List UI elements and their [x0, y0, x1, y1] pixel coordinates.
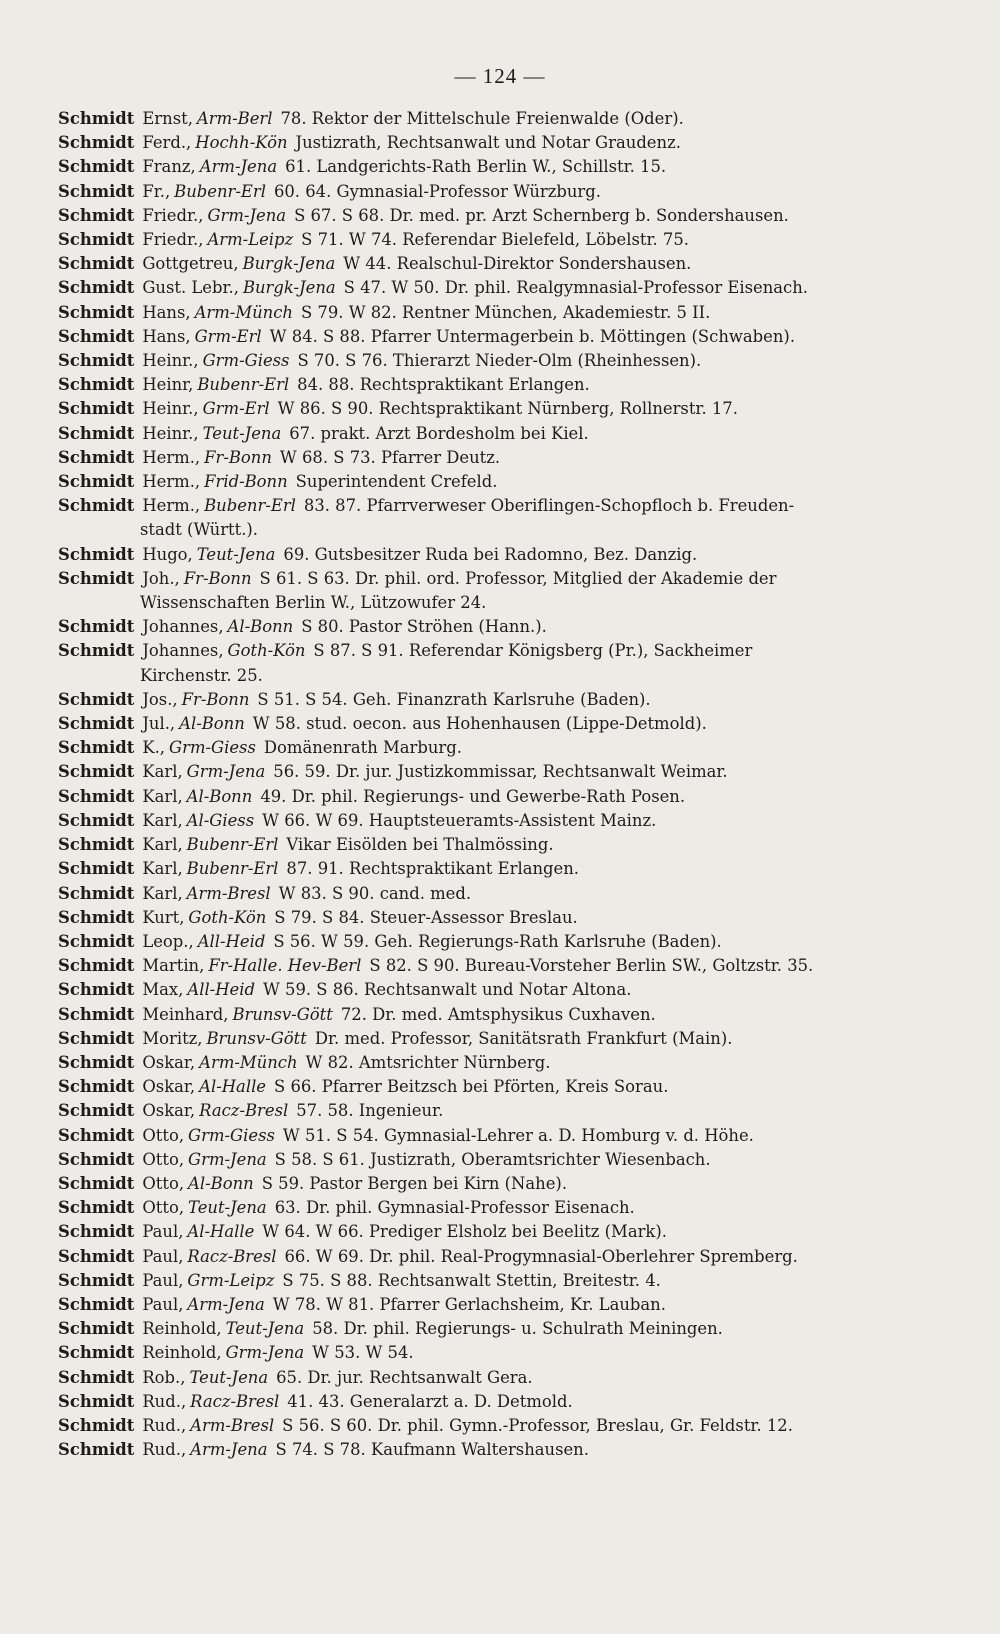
directory-entry — [58, 494, 958, 518]
directory-entry — [58, 543, 958, 567]
given-name: Karl, — [142, 762, 183, 782]
given-name: Herm., — [142, 447, 201, 467]
directory-entry — [58, 906, 958, 930]
given-name: Hans, — [142, 302, 191, 322]
surname: Schmidt — [58, 133, 135, 153]
corps-affiliation: Grm-Giess — [202, 351, 290, 371]
directory-entry — [58, 1220, 958, 1244]
directory-entry — [58, 1075, 958, 1099]
corps-affiliation: Grm-Erl — [194, 326, 262, 346]
given-name: Hans, — [142, 326, 191, 346]
corps-affiliation: Bubenr-Erl — [204, 496, 296, 516]
corps-affiliation: Arm-Jena — [199, 157, 278, 177]
directory-entry — [58, 978, 958, 1002]
surname: Schmidt — [58, 423, 135, 443]
entry-details: 78. Rektor der Mittelschule Freienwalde (Oder). — [280, 109, 684, 128]
directory-entry — [58, 882, 958, 906]
surname: Schmidt — [58, 1028, 135, 1048]
corps-affiliation: Bubenr-Erl — [174, 181, 266, 201]
entry-details: S 58. S 61. Justizrath, Oberamtsrichter Wiesenbach. — [274, 1149, 711, 1169]
given-name: Oskar, — [142, 1077, 196, 1097]
directory-entry — [58, 1148, 958, 1172]
entry-details: S 79. S 84. Steuer-Assessor Breslau. — [274, 907, 578, 927]
corps-affiliation: All-Heid — [197, 931, 266, 951]
corps-affiliation: Grm-Leipz — [187, 1270, 275, 1290]
corps-affiliation: Goth-Kön — [188, 907, 267, 927]
given-name: Herm., — [142, 496, 201, 516]
directory-entry — [58, 301, 958, 325]
directory-entry — [58, 1003, 958, 1027]
directory-entry — [58, 228, 958, 252]
given-name: Heinr., — [142, 351, 199, 371]
entry-details: 58. Dr. phil. Regierungs- u. Schulrath Meiningen. — [312, 1319, 723, 1339]
entry-details: W 82. Amtsrichter Nürnberg. — [305, 1052, 551, 1072]
given-name: Gottgetreu, — [142, 254, 239, 274]
surname: Schmidt — [58, 641, 135, 661]
given-name: Paul, — [142, 1246, 184, 1266]
directory-entry — [58, 325, 958, 349]
given-name: Karl, — [142, 859, 183, 879]
directory-entry — [58, 1293, 958, 1317]
surname: Schmidt — [58, 1246, 135, 1266]
directory-entry — [58, 1172, 958, 1196]
entry-details: 63. Dr. phil. Gymnasial-Professor Eisenach. — [274, 1198, 635, 1218]
entry-details: W 59. S 86. Rechtsanwalt und Notar Altona. — [262, 980, 632, 1000]
given-name: Franz, — [142, 157, 196, 177]
surname: Schmidt — [58, 278, 135, 298]
surname: Schmidt — [58, 1101, 135, 1121]
given-name: Rud., — [142, 1391, 187, 1411]
corps-affiliation: Racz-Bresl — [187, 1246, 277, 1266]
directory-entry — [58, 1366, 958, 1390]
entry-details: S 71. W 74. Referendar Bielefeld, Löbelstr. 75. — [301, 230, 689, 250]
directory-entry — [58, 1317, 958, 1341]
given-name: Karl, — [142, 835, 183, 855]
surname: Schmidt — [58, 447, 135, 467]
corps-affiliation: Teut-Jena — [202, 423, 282, 443]
entry-details: S 70. S 76. Thierarzt Nieder-Olm (Rheinhessen). — [297, 351, 702, 371]
directory-entry — [58, 1124, 958, 1148]
directory-entry — [58, 639, 958, 663]
entry-details: 57. 58. Ingenieur. — [296, 1101, 444, 1121]
given-name: Otto, — [142, 1125, 185, 1145]
corps-affiliation: Fr-Bonn — [204, 447, 272, 467]
corps-affiliation: Grm-Jena — [225, 1343, 305, 1363]
entry-continuation — [58, 664, 958, 688]
corps-affiliation: Racz-Bresl — [190, 1391, 280, 1411]
entry-details: Justizrath, Rechtsanwalt und Notar Graudenz. — [295, 133, 681, 153]
entry-details: 61. Landgerichts-Rath Berlin W., Schillstr. 15. — [285, 157, 667, 177]
entry-details: S 66. Pfarrer Beitzsch bei Pförten, Kreis Sorau. — [274, 1077, 669, 1097]
directory-entry — [58, 688, 958, 712]
entry-details: S 87. S 91. Referendar Königsberg (Pr.), Sackheimer — [313, 641, 753, 661]
corps-affiliation: Burgk-Jena — [242, 278, 336, 298]
entry-details: 66. W 69. Dr. phil. Real-Progymnasial-Oberlehrer Spremberg. — [284, 1246, 798, 1266]
surname: Schmidt — [58, 254, 135, 274]
entry-details: W 64. W 66. Prediger Elsholz bei Beelitz (Mark). — [262, 1222, 667, 1242]
corps-affiliation: Burgk-Jena — [242, 254, 336, 274]
corps-affiliation: Goth-Kön — [227, 641, 306, 661]
given-name: Otto, — [142, 1173, 185, 1193]
surname: Schmidt — [58, 1367, 135, 1387]
given-name: Oskar, — [142, 1052, 196, 1072]
entry-details: W 78. W 81. Pfarrer Gerlachsheim, Kr. Lauban. — [272, 1294, 666, 1314]
corps-affiliation: Grm-Jena — [188, 1149, 267, 1169]
surname: Schmidt — [58, 1004, 135, 1024]
surname: Schmidt — [58, 181, 135, 201]
entry-details: S 67. S 68. Dr. med. pr. Arzt Schernberg b. Sondershausen. — [294, 205, 789, 225]
given-name: Heinr, — [142, 375, 194, 395]
given-name: Karl, — [142, 883, 183, 903]
given-name: Ernst, — [142, 109, 193, 128]
corps-affiliation: Teut-Jena — [225, 1319, 305, 1339]
entry-details: S 82. S 90. Bureau-Vorsteher Berlin SW., Goltzstr. 35. — [369, 956, 814, 976]
corps-affiliation: Al-Giess — [186, 810, 255, 830]
corps-affiliation: Teut-Jena — [196, 544, 276, 564]
corps-affiliation: Bubenr-Erl — [197, 375, 290, 395]
corps-affiliation: Hochh-Kön — [195, 133, 288, 153]
given-name: Meinhard, — [142, 1004, 229, 1024]
surname: Schmidt — [58, 956, 135, 976]
given-name: Otto, — [142, 1149, 185, 1169]
corps-affiliation: Fr-Bonn — [183, 568, 252, 588]
directory-entry — [58, 930, 958, 954]
surname: Schmidt — [58, 568, 135, 588]
corps-affiliation: Arm-Jena — [190, 1440, 268, 1460]
given-name: Paul, — [142, 1270, 184, 1290]
entry-details: Vikar Eisölden bei Thalmössing. — [286, 835, 554, 855]
corps-affiliation: Arm-Jena — [187, 1294, 265, 1314]
directory-entry — [58, 857, 958, 881]
directory-entry — [58, 373, 958, 397]
corps-affiliation: Al-Bonn — [188, 1173, 254, 1193]
surname: Schmidt — [58, 1052, 135, 1072]
entry-details: 72. Dr. med. Amtsphysikus Cuxhaven. — [340, 1004, 656, 1024]
directory-entry — [58, 1390, 958, 1414]
entry-details: W 83. S 90. cand. med. — [278, 883, 472, 903]
surname: Schmidt — [58, 738, 135, 758]
given-name: Oskar, — [142, 1101, 196, 1121]
entry-details: 49. Dr. phil. Regierungs- und Gewerbe-Rath Posen. — [260, 786, 686, 806]
directory-entry — [58, 397, 958, 421]
entry-details: Dr. med. Professor, Sanitätsrath Frankfurt (Main). — [314, 1028, 733, 1048]
corps-affiliation: Fr-Halle. Hev-Berl — [208, 956, 362, 976]
corps-affiliation: Arm-Münch — [199, 1052, 298, 1072]
surname: Schmidt — [58, 472, 135, 492]
directory-entry — [58, 1341, 958, 1365]
given-name: Herm., — [142, 472, 201, 492]
entry-details: S 51. S 54. Geh. Finanzrath Karlsruhe (Baden). — [257, 689, 651, 709]
directory-entry — [58, 276, 958, 300]
entry-details: 56. 59. Dr. jur. Justizkommissar, Rechtsanwalt Weimar. — [273, 762, 728, 782]
surname: Schmidt — [58, 544, 135, 564]
corps-affiliation: Grm-Giess — [188, 1125, 275, 1145]
surname: Schmidt — [58, 1270, 135, 1290]
entry-details: 83. 87. Pfarrverweser Oberiflingen-Schopfloch b. Freuden- — [303, 496, 795, 516]
entry-list — [58, 107, 958, 1462]
entry-continuation — [58, 518, 958, 542]
corps-affiliation: Al-Halle — [199, 1077, 267, 1097]
surname: Schmidt — [58, 762, 135, 782]
corps-affiliation: Brunsv-Gött — [232, 1004, 333, 1024]
surname: Schmidt — [58, 326, 135, 346]
given-name: Joh., — [142, 568, 180, 588]
continuation-text: stadt (Württ.). — [140, 520, 259, 540]
given-name: Rob., — [142, 1367, 186, 1387]
surname: Schmidt — [58, 230, 135, 250]
corps-affiliation: Arm-Berl — [196, 109, 273, 128]
surname: Schmidt — [58, 786, 135, 806]
entry-details: Superintendent Crefeld. — [295, 472, 498, 492]
directory-entry — [58, 180, 958, 204]
entry-details: W 53. W 54. — [312, 1343, 414, 1363]
given-name: Paul, — [142, 1294, 184, 1314]
given-name: Heinr., — [142, 423, 199, 443]
directory-entry — [58, 422, 958, 446]
directory-entry — [58, 833, 958, 857]
surname: Schmidt — [58, 375, 135, 395]
given-name: Martin, — [142, 956, 205, 976]
entry-details: W 66. W 69. Hauptsteueramts-Assistent Mainz. — [262, 810, 657, 830]
corps-affiliation: Bubenr-Erl — [186, 859, 279, 879]
given-name: Kurt, — [142, 907, 185, 927]
entry-details: S 47. W 50. Dr. phil. Realgymnasial-Professor Eisenach. — [343, 278, 808, 298]
directory-entry — [58, 470, 958, 494]
corps-affiliation: Arm-Münch — [194, 302, 293, 322]
given-name: Jul., — [142, 714, 176, 734]
directory-entry — [58, 712, 958, 736]
directory-entry — [58, 567, 958, 591]
directory-entry — [58, 760, 958, 784]
directory-entry — [58, 809, 958, 833]
entry-details: 60. 64. Gymnasial-Professor Würzburg. — [273, 181, 601, 201]
surname: Schmidt — [58, 1319, 135, 1339]
given-name: Leop., — [142, 931, 194, 951]
page-number: — 124 — — [454, 64, 546, 88]
entry-details: Domänenrath Marburg. — [263, 738, 462, 758]
surname: Schmidt — [58, 617, 135, 637]
entry-details: W 44. Realschul-Direktor Sondershausen. — [343, 254, 692, 274]
surname: Schmidt — [58, 883, 135, 903]
entry-details: W 51. S 54. Gymnasial-Lehrer a. D. Homburg v. d. Höhe. — [282, 1125, 754, 1145]
given-name: Fr., — [142, 181, 171, 201]
surname: Schmidt — [58, 980, 135, 1000]
given-name: Paul, — [142, 1222, 184, 1242]
surname: Schmidt — [58, 399, 135, 419]
surname: Schmidt — [58, 1149, 135, 1169]
surname: Schmidt — [58, 835, 135, 855]
continuation-text: Wissenschaften Berlin W., Lützowufer 24. — [140, 593, 487, 613]
surname: Schmidt — [58, 1173, 135, 1193]
surname: Schmidt — [58, 205, 135, 225]
corps-affiliation: Arm-Bresl — [190, 1415, 275, 1435]
entry-details: 84. 88. Rechtspraktikant Erlangen. — [297, 375, 590, 395]
continuation-text: Kirchenstr. 25. — [140, 665, 263, 685]
directory-entry — [58, 107, 958, 131]
given-name: Johannes, — [142, 641, 224, 661]
entry-continuation — [58, 591, 958, 615]
corps-affiliation: Grm-Erl — [202, 399, 270, 419]
corps-affiliation: Fr-Bonn — [181, 689, 250, 709]
corps-affiliation: Al-Halle — [187, 1222, 255, 1242]
entry-details: 41. 43. Generalarzt a. D. Detmold. — [287, 1391, 573, 1411]
given-name: Max, — [142, 980, 184, 1000]
directory-entry — [58, 1027, 958, 1051]
surname: Schmidt — [58, 689, 135, 709]
surname: Schmidt — [58, 1222, 135, 1242]
directory-entry — [58, 1051, 958, 1075]
entry-details: S 61. S 63. Dr. phil. ord. Professor, Mitglied der Akademie der — [259, 568, 777, 588]
directory-entry — [58, 1099, 958, 1123]
given-name: Rud., — [142, 1415, 187, 1435]
surname: Schmidt — [58, 931, 135, 951]
surname: Schmidt — [58, 1077, 135, 1097]
directory-entry — [58, 204, 958, 228]
surname: Schmidt — [58, 907, 135, 927]
entry-details: 67. prakt. Arzt Bordesholm bei Kiel. — [289, 423, 589, 443]
surname: Schmidt — [58, 1294, 135, 1314]
directory-entry — [58, 785, 958, 809]
corps-affiliation: Arm-Bresl — [186, 883, 271, 903]
directory-entry — [58, 954, 958, 978]
corps-affiliation: Al-Bonn — [227, 617, 294, 637]
entry-details: S 80. Pastor Ströhen (Hann.). — [301, 617, 547, 637]
given-name: Gust. Lebr., — [142, 278, 239, 298]
given-name: Ferd., — [142, 133, 192, 153]
directory-entry — [58, 349, 958, 373]
surname: Schmidt — [58, 1391, 135, 1411]
corps-affiliation: Grm-Jena — [207, 205, 287, 225]
entry-details: S 75. S 88. Rechtsanwalt Stettin, Breitestr. 4. — [282, 1270, 661, 1290]
directory-entry — [58, 252, 958, 276]
given-name: Friedr., — [142, 230, 204, 250]
given-name: Hugo, — [142, 544, 193, 564]
corps-affiliation: Arm-Leipz — [207, 230, 294, 250]
given-name: Jos., — [142, 689, 178, 709]
corps-affiliation: Grm-Jena — [186, 762, 266, 782]
surname: Schmidt — [58, 859, 135, 879]
surname: Schmidt — [58, 157, 135, 177]
corps-affiliation: Racz-Bresl — [199, 1101, 289, 1121]
entry-details: 65. Dr. jur. Rechtsanwalt Gera. — [276, 1367, 533, 1387]
surname: Schmidt — [58, 351, 135, 371]
given-name: Johannes, — [142, 617, 224, 637]
entry-details: W 84. S 88. Pfarrer Untermagerbein b. Möttingen (Schwaben). — [269, 326, 796, 346]
entry-details: W 58. stud. oecon. aus Hohenhausen (Lippe-Detmold). — [252, 714, 707, 734]
given-name: Otto, — [142, 1198, 185, 1218]
surname: Schmidt — [58, 1440, 135, 1460]
entry-details: S 79. W 82. Rentner München, Akademiestr. 5 II. — [300, 302, 711, 322]
corps-affiliation: All-Heid — [187, 980, 255, 1000]
directory-entry — [58, 131, 958, 155]
surname: Schmidt — [58, 1343, 135, 1363]
corps-affiliation: Grm-Giess — [169, 738, 256, 758]
surname: Schmidt — [58, 109, 135, 128]
corps-affiliation: Al-Bonn — [179, 714, 245, 734]
entry-details: 69. Gutsbesitzer Ruda bei Radomno, Bez. Danzig. — [283, 544, 698, 564]
directory-entry — [58, 615, 958, 639]
directory-entry — [58, 446, 958, 470]
surname: Schmidt — [58, 1198, 135, 1218]
corps-affiliation: Al-Bonn — [186, 786, 253, 806]
given-name: Karl, — [142, 810, 183, 830]
given-name: Reinhold, — [142, 1343, 222, 1363]
directory-entry — [58, 1438, 958, 1462]
given-name: Reinhold, — [142, 1319, 222, 1339]
surname: Schmidt — [58, 810, 135, 830]
corps-affiliation: Brunsv-Gött — [206, 1028, 307, 1048]
given-name: Heinr., — [142, 399, 199, 419]
corps-affiliation: Teut-Jena — [189, 1367, 269, 1387]
entry-details: S 74. S 78. Kaufmann Waltershausen. — [275, 1440, 589, 1460]
directory-entry — [58, 736, 958, 760]
entry-details: S 56. W 59. Geh. Regierungs-Rath Karlsruhe (Baden). — [273, 931, 722, 951]
given-name: Karl, — [142, 786, 183, 806]
given-name: Rud., — [142, 1440, 187, 1460]
directory-entry — [58, 1414, 958, 1438]
corps-affiliation: Teut-Jena — [188, 1198, 267, 1218]
corps-affiliation: Bubenr-Erl — [186, 835, 279, 855]
entry-details: 87. 91. Rechtspraktikant Erlangen. — [286, 859, 579, 879]
directory-entry — [58, 1196, 958, 1220]
given-name: Moritz, — [142, 1028, 203, 1048]
surname: Schmidt — [58, 302, 135, 322]
entry-details: W 68. S 73. Pfarrer Deutz. — [279, 447, 501, 467]
directory-entry — [58, 1245, 958, 1269]
surname: Schmidt — [58, 1415, 135, 1435]
surname: Schmidt — [58, 496, 135, 516]
directory-entry — [58, 1269, 958, 1293]
given-name: K., — [142, 738, 166, 758]
entry-details: S 56. S 60. Dr. phil. Gymn.-Professor, Breslau, Gr. Feldstr. 12. — [282, 1415, 793, 1435]
directory-entry — [58, 155, 958, 179]
given-name: Friedr., — [142, 205, 204, 225]
corps-affiliation: Frid-Bonn — [204, 472, 288, 492]
surname: Schmidt — [58, 1125, 135, 1145]
entry-details: S 59. Pastor Bergen bei Kirn (Nahe). — [261, 1173, 568, 1193]
surname: Schmidt — [58, 714, 135, 734]
entry-details: W 86. S 90. Rechtspraktikant Nürnberg, Rollnerstr. 17. — [277, 399, 738, 419]
